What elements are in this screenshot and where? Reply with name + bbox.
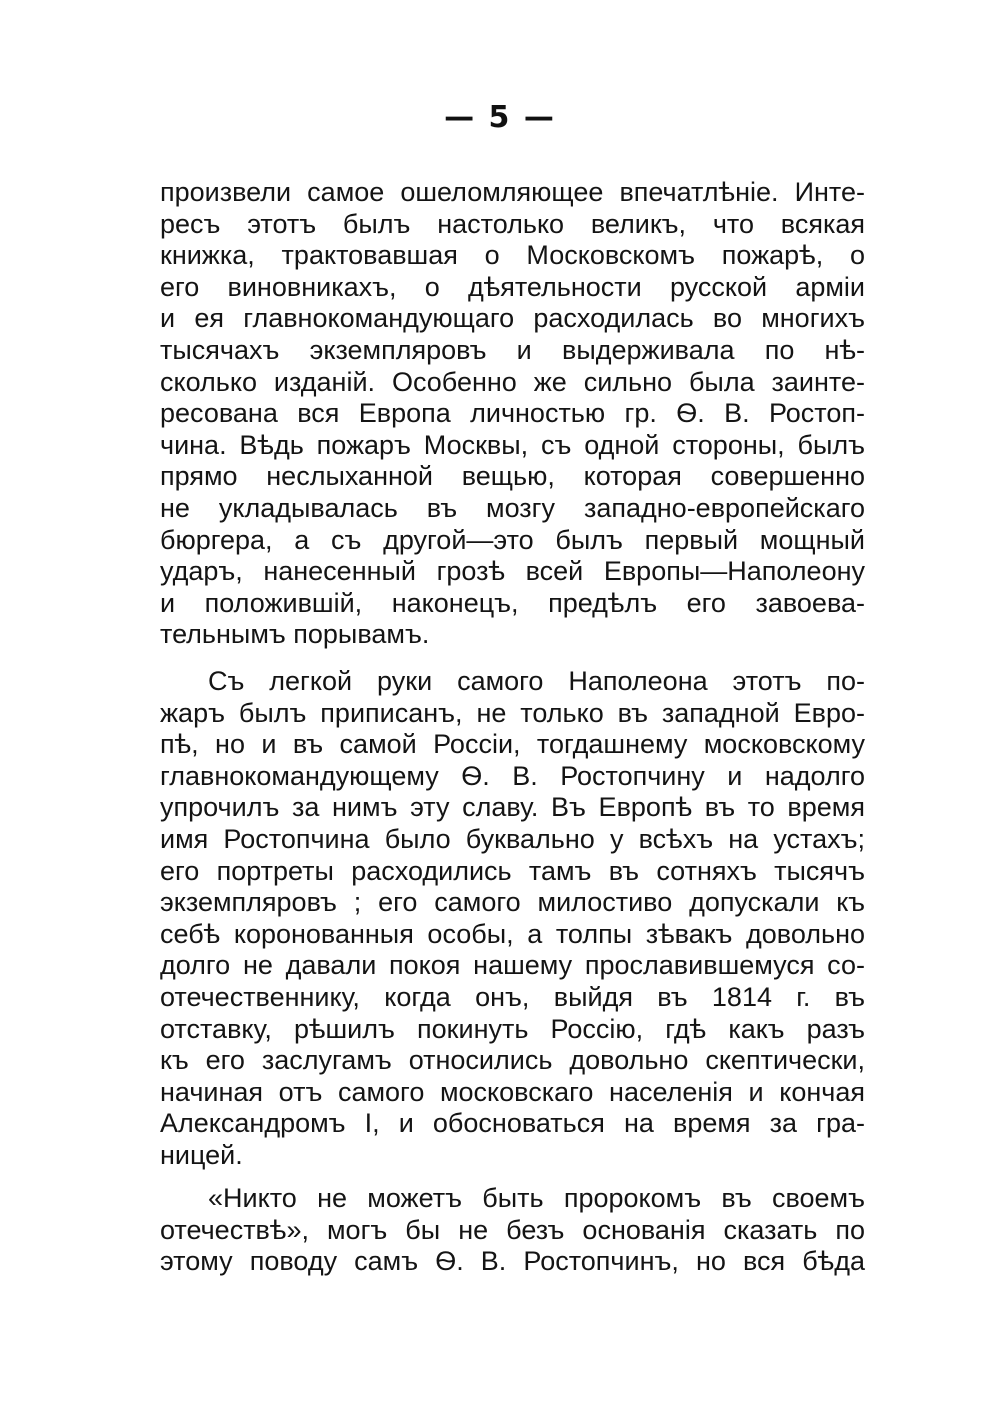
text-line: чина. Вѣдь пожаръ Москвы, съ одной стороны, былъ [160, 429, 865, 460]
text-line: этому поводу самъ Ѳ. В. Ростопчинъ, но вся бѣда [160, 1246, 865, 1277]
text-line: жаръ былъ приписанъ, не только въ западной Евро- [160, 697, 865, 728]
text-line: прямо неслыханной вещью, которая совершенно [160, 461, 865, 492]
text-line: сколько изданій. Особенно же сильно была заинте- [160, 366, 865, 397]
text-line: тельнымъ порывамъ. [160, 619, 430, 650]
text-line: его виновникахъ, о дѣятельности русской арміи [160, 271, 865, 302]
text-line: ударъ, нанесенный грозѣ всей Европы—Наполеону [160, 556, 865, 587]
paragraph-2 [160, 666, 865, 1172]
paragraph-1 [160, 177, 865, 651]
text-line: не укладывалась въ мозгу западно-европейскаго [160, 492, 865, 523]
text-line: бюргера, а съ другой—это былъ первый мощный [160, 524, 865, 555]
text-line: отечествѣ», могъ бы не безъ основанія сказать по [160, 1214, 865, 1245]
text-line: Александромъ I, и обосноваться на время за гра- [160, 1108, 865, 1139]
text-line: имя Ростопчина было буквально у всѣхъ на устахъ; [160, 823, 865, 854]
text-line: ресъ этотъ былъ настолько великъ, что всякая [160, 208, 865, 239]
page-number: — 5 — [444, 100, 556, 135]
text-line: ресована вся Европа личностью гр. Ѳ. В. Ростоп- [160, 398, 865, 429]
text-line: отставку, рѣшилъ покинуть Россію, гдѣ какъ разъ [160, 1013, 865, 1044]
text-line: тысячахъ экземпляровъ и выдерживала по нѣ- [160, 334, 865, 365]
text-line: пѣ, но и въ самой Россіи, тогдашнему московскому [160, 729, 865, 760]
text-line: книжка, трактовавшая о Московскомъ пожарѣ, о [160, 240, 865, 271]
text-line: и ея главнокомандующаго расходилась во многихъ [160, 303, 865, 334]
text-line: отечественнику, когда онъ, выйдя въ 1814 г. въ [160, 981, 865, 1012]
text-line: его портреты расходились тамъ въ сотняхъ тысячъ [160, 855, 865, 886]
text-line: «Никто не можетъ быть пророкомъ въ своемъ [208, 1183, 865, 1213]
text-line: экземпляровъ ; его самого милостиво допускали къ [160, 887, 865, 918]
text-line: главнокомандующему Ѳ. В. Ростопчину и надолго [160, 760, 865, 791]
text-line: долго не давали покоя нашему прославившемуся со- [160, 950, 865, 981]
text-line: начиная отъ самого московскаго населенія и кончая [160, 1076, 865, 1107]
text-line: къ его заслугамъ относились довольно скептически, [160, 1045, 865, 1076]
text-line: и положившій, наконецъ, предѣлъ его завоева- [160, 587, 865, 618]
text-line: ницей. [160, 1139, 243, 1170]
paragraph-3 [160, 1183, 865, 1278]
text-line: себѣ коронованныя особы, а толпы зѣвакъ довольно [160, 918, 865, 949]
text-line: упрочилъ за нимъ эту славу. Въ Европѣ въ то время [160, 792, 865, 823]
text-line: Съ легкой руки самого Наполеона этотъ по- [208, 666, 865, 696]
text-line: произвели самое ошеломляющее впечатлѣніе. Инте- [160, 177, 865, 207]
